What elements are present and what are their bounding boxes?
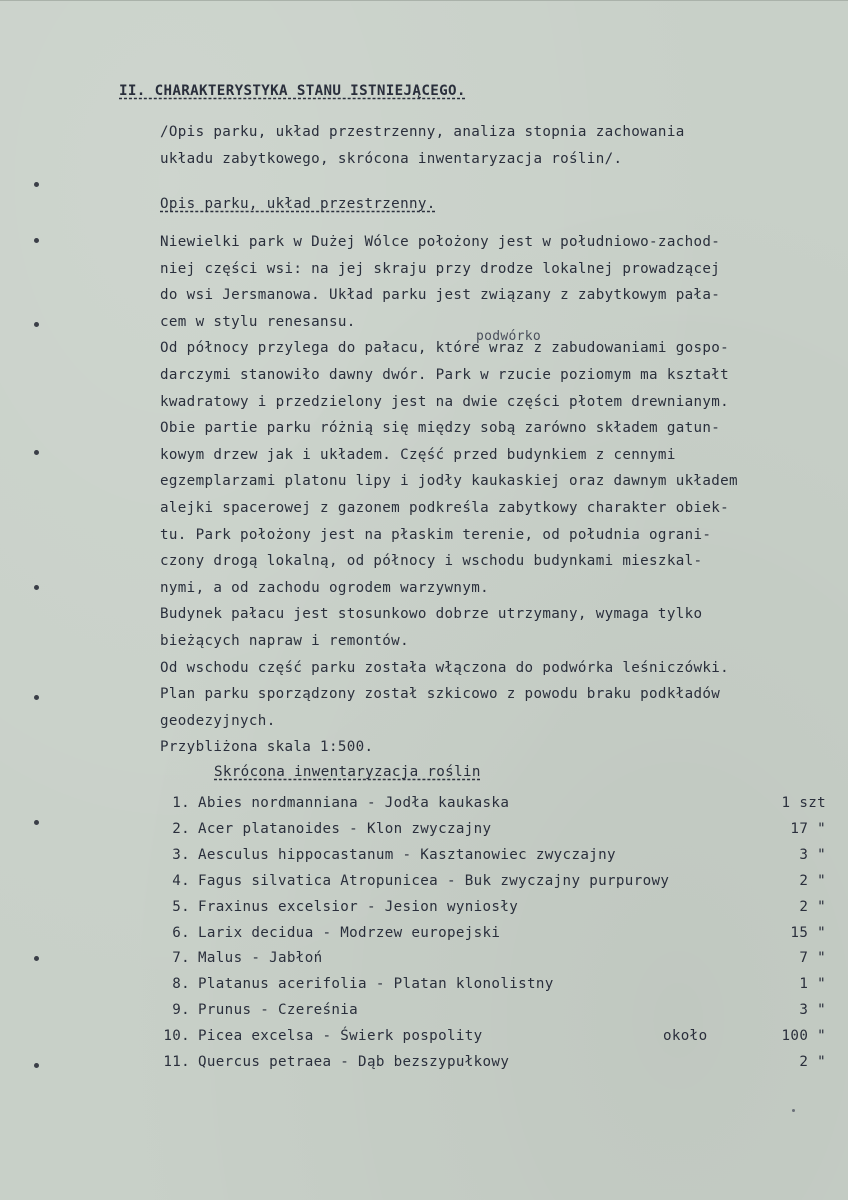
plant-quantity: 1 szt [781,795,826,811]
plant-quantity: 7 " [799,950,826,966]
paragraph-line: geodezyjnych. [160,713,276,729]
plant-quantity: 17 " [790,821,826,837]
plant-name: Aesculus hippocastanum - Kasztanowiec zwyczajny [198,847,616,863]
plant-number: 4. [172,873,190,889]
plant-quantity: 15 " [790,925,826,941]
plant-name: Larix decidua - Modrzew europejski [198,925,501,941]
paragraph-line: Niewielki park w Dużej Wólce położony jest w południowo-zachod- [160,234,721,250]
punch-hole [34,585,39,590]
plant-row [160,899,826,919]
inventory-title: Skrócona inwentaryzacja roślin [214,764,481,780]
paragraph-line: kowym drzew jak i układem. Część przed budynkiem z cennymi [160,447,676,463]
paragraph-line: kwadratowy i przedzielony jest na dwie części płotem drewnianym. [160,394,730,410]
punch-hole [34,1063,39,1068]
plant-quantity: 2 " [799,873,826,889]
punch-hole [34,820,39,825]
plant-quantity: 3 " [799,847,826,863]
plant-number: 10. [163,1028,190,1044]
paragraph-line: bieżących napraw i remontów. [160,633,409,649]
paragraph-line: Obie partie parku różnią się między sobą zarówno składem gatun- [160,420,721,436]
paper-speck [792,1109,795,1112]
plant-number: 8. [172,976,190,992]
plant-name: Platanus acerifolia - Platan klonolistny [198,976,554,992]
plant-name: Prunus - Czereśnia [198,1002,359,1018]
paragraph-line: alejki spacerowej z gazonem podkreśla zabytkowy charakter obiek- [160,500,730,516]
paragraph-line: Budynek pałacu jest stosunkowo dobrze utrzymany, wymaga tylko [160,606,703,622]
plant-name: Quercus petraea - Dąb bezszypułkowy [198,1054,510,1070]
plant-row [160,821,826,841]
section-title: Opis parku, układ przestrzenny. [160,196,436,212]
plant-number: 11. [163,1054,190,1070]
plant-quantity: 100 " [781,1028,826,1044]
punch-hole [34,450,39,455]
plant-number: 9. [172,1002,190,1018]
plant-quantity: 2 " [799,1054,826,1070]
plant-row [160,1002,826,1022]
punch-hole [34,322,39,327]
plant-quantity: 2 " [799,899,826,915]
paragraph-line: egzemplarzami platonu lipy i jodły kaukaskiej oraz dawnym układem [160,473,738,489]
plant-number: 6. [172,925,190,941]
plant-row [160,847,826,867]
paragraph-line: czony drogą lokalną, od północy i wschodu budynkami mieszkal- [160,553,703,569]
plant-row [160,1028,826,1048]
paragraph-line: nymi, a od zachodu ogrodem warzywnym. [160,580,489,596]
paragraph-line: niej części wsi: na jej skraju przy drodze lokalnej prowadzącej [160,261,721,277]
plant-number: 7. [172,950,190,966]
plant-row [160,873,826,893]
plant-name: Fagus silvatica Atropunicea - Buk zwyczajny purpurowy [198,873,670,889]
paragraph-line: cem w stylu renesansu. [160,314,356,330]
plant-quantity: 3 " [799,1002,826,1018]
plant-row [160,1054,826,1074]
plant-name: Malus - Jabłoń [198,950,323,966]
chapter-heading: II. CHARAKTERYSTYKA STANU ISTNIEJĄCEGO. [119,83,466,99]
chapter-subtitle-line: /Opis parku, układ przestrzenny, analiza stopnia zachowania [160,124,685,140]
plant-approx: około [663,1028,708,1044]
plant-number: 1. [172,795,190,811]
chapter-subtitle-line: układu zabytkowego, skrócona inwentaryzacja roślin/. [160,151,623,167]
paragraph-line: tu. Park położony jest na płaskim terenie, od południa ograni- [160,527,712,543]
plant-quantity: 1 " [799,976,826,992]
punch-hole [34,238,39,243]
plant-number: 2. [172,821,190,837]
plant-name: Picea excelsa - Świerk pospolity [198,1028,483,1044]
paragraph-line: Od północy przylega do pałacu, które wraz z zabudowaniami gospo- [160,340,730,356]
plant-row [160,925,826,945]
paragraph-line: Plan parku sporządzony został szkicowo z powodu braku podkładów [160,686,721,702]
paragraph-line: Od wschodu część parku została włączona do podwórka leśniczówki. [160,660,730,676]
punch-hole [34,182,39,187]
punch-hole [34,695,39,700]
punch-hole [34,956,39,961]
plant-row [160,976,826,996]
plant-name: Acer platanoides - Klon zwyczajny [198,821,492,837]
plant-row [160,795,826,815]
paragraph-line: darczymi stanowiło dawny dwór. Park w rzucie poziomym ma kształt [160,367,730,383]
paragraph-line: do wsi Jersmanowa. Układ parku jest związany z zabytkowym pała- [160,287,721,303]
paragraph-line: Przybliżona skala 1:500. [160,739,374,755]
plant-row [160,950,826,970]
handwritten-insert: podwórko [476,329,542,344]
plant-name: Fraxinus excelsior - Jesion wyniosły [198,899,519,915]
plant-number: 3. [172,847,190,863]
plant-number: 5. [172,899,190,915]
plant-name: Abies nordmanniana - Jodła kaukaska [198,795,510,811]
